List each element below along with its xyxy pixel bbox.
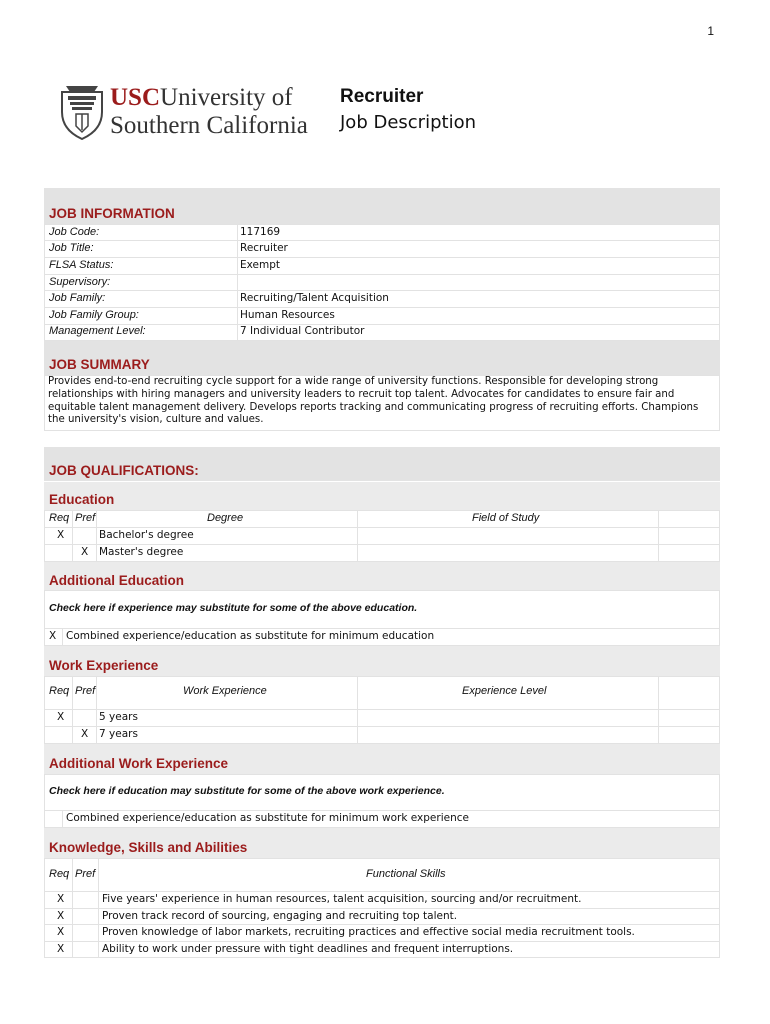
work-row-2-exp: 7 years: [99, 728, 138, 740]
job-title-value: Recruiter: [240, 242, 288, 254]
education-row-2-pref: X: [81, 546, 89, 558]
education-field-header: Field of Study: [472, 512, 540, 524]
additional-education-text: Combined experience/education as substitute for minimum education: [66, 630, 435, 642]
ksa-row-4-text: Ability to work under pressure with tight deadlines and frequent interruptions.: [102, 943, 514, 955]
flsa-status-value: Exempt: [240, 259, 280, 271]
ksa-row-2-text: Proven track record of sourcing, engaging and recruiting top talent.: [102, 910, 458, 922]
additional-education-note: Check here if experience may substitute for some of the above education.: [49, 602, 418, 614]
qualifications-heading: JOB QUALIFICATIONS:: [49, 463, 199, 478]
ksa-skills-header: Functional Skills: [366, 868, 446, 880]
doc-subtitle: Job Description: [340, 112, 476, 133]
job-code-label: Job Code:: [49, 226, 100, 238]
additional-education-heading: Additional Education: [49, 573, 184, 588]
education-pref-header: Pref: [75, 512, 96, 524]
additional-work-text: Combined experience/education as substitute for minimum work experience: [66, 812, 469, 824]
usc-seal-icon: [58, 82, 106, 140]
work-experience-header: Work Experience: [183, 685, 267, 697]
ksa-row-3-req: X: [57, 926, 65, 938]
ksa-row-2-req: X: [57, 910, 65, 922]
logo-university-of: University of: [160, 84, 293, 111]
ksa-row-4-req: X: [57, 943, 65, 955]
work-row-1-req: X: [57, 711, 65, 723]
usc-logo: [58, 82, 333, 142]
work-req-header: Req: [49, 685, 70, 697]
job-summary-heading: JOB SUMMARY: [49, 357, 150, 372]
management-level-label: Management Level:: [49, 325, 146, 337]
job-code-value: 117169: [240, 226, 281, 238]
work-experience-heading: Work Experience: [49, 658, 159, 673]
education-row-2-degree: Master's degree: [99, 546, 184, 558]
supervisory-label: Supervisory:: [49, 276, 111, 288]
management-level-value: 7 Individual Contributor: [240, 325, 365, 337]
ksa-row-1-req: X: [57, 893, 65, 905]
job-family-group-value: Human Resources: [240, 309, 335, 321]
education-req-header: Req: [49, 512, 70, 524]
education-heading: Education: [49, 492, 115, 507]
ksa-row-3-text: Proven knowledge of labor markets, recruiting practices and effective social media recruitment tools.: [102, 926, 635, 938]
ksa-heading: Knowledge, Skills and Abilities: [49, 840, 248, 855]
education-row-1-degree: Bachelor's degree: [99, 529, 194, 541]
job-summary-text: Provides end-to-end recruiting cycle support for a wide range of university functions. Responsible for developing strong relationships with hiring managers and university leaders to recruit top talent. Advocates for candidates to ensure fair and equitable talent management delivery. Develops reports tracking and communicating progress of recruiting efforts. Champions the university's vision, culture and values.: [48, 376, 699, 426]
ksa-req-header: Req: [49, 868, 70, 880]
flsa-status-label: FLSA Status:: [49, 259, 114, 271]
logo-southern-california: Southern California: [110, 112, 308, 139]
additional-education-checkbox: X: [49, 630, 57, 642]
work-level-header: Experience Level: [462, 685, 547, 697]
education-band: [44, 482, 720, 510]
job-title-label: Job Title:: [49, 242, 94, 254]
logo-usc: USC: [110, 84, 161, 111]
job-family-group-label: Job Family Group:: [49, 309, 139, 321]
job-family-value: Recruiting/Talent Acquisition: [240, 292, 389, 304]
additional-work-heading: Additional Work Experience: [49, 756, 229, 771]
education-degree-header: Degree: [207, 512, 244, 524]
ksa-row-1-text: Five years' experience in human resources, talent acquisition, sourcing and/or recruitment.: [102, 893, 582, 905]
ksa-pref-header: Pref: [75, 868, 96, 880]
job-information-heading: JOB INFORMATION: [49, 206, 175, 221]
job-family-label: Job Family:: [49, 292, 106, 304]
work-row-1-exp: 5 years: [99, 711, 138, 723]
work-row-2-pref: X: [81, 728, 89, 740]
education-row-1-req: X: [57, 529, 65, 541]
additional-work-note: Check here if education may substitute for some of the above work experience.: [49, 785, 445, 797]
doc-title: Recruiter: [340, 86, 424, 107]
page-number: 1: [707, 24, 714, 38]
work-pref-header: Pref: [75, 685, 96, 697]
